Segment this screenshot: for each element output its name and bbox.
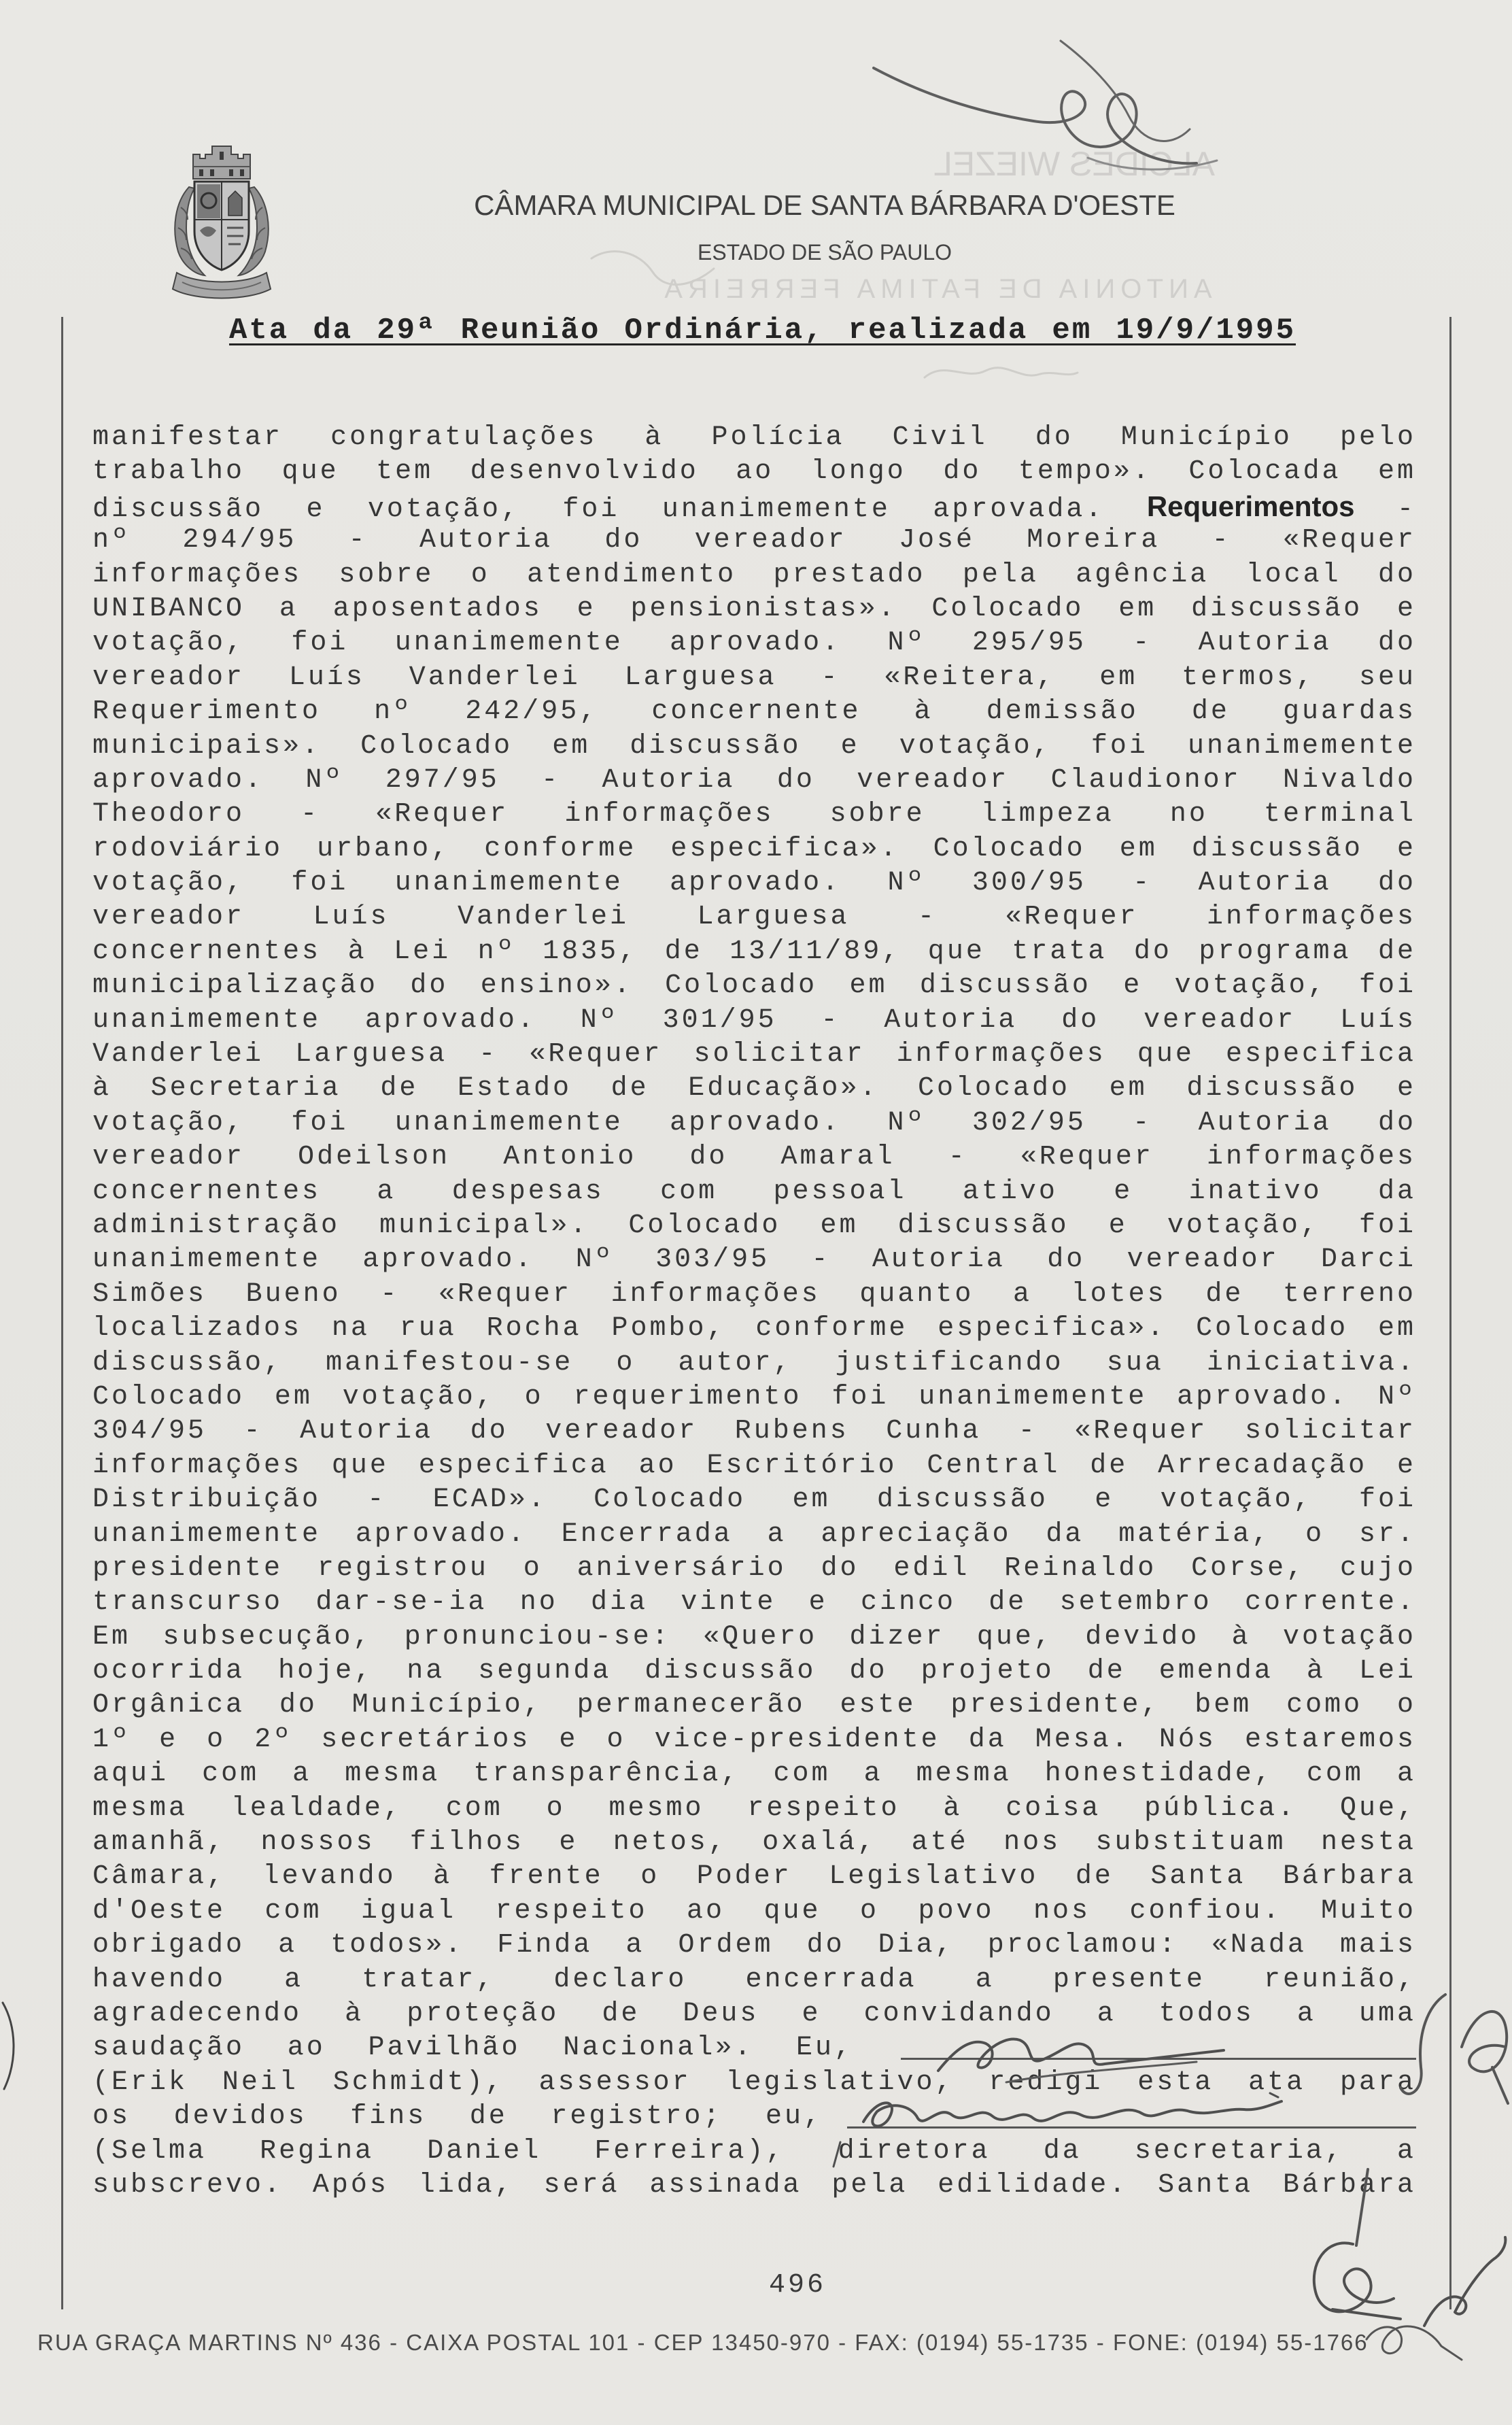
body-line [92, 2100, 1416, 2134]
signature-blank-line [901, 2031, 1416, 2060]
signature-blank-line [847, 2100, 1416, 2129]
signature-bottom-right [1424, 2237, 1505, 2326]
body-line: UNIBANCO a aposentados e pensionistas». Colocado em discussão e [92, 593, 1416, 624]
body-line [92, 2031, 1416, 2065]
state-name: ESTADO DE SÃO PAULO [697, 240, 952, 265]
scan-edge-mark [3, 2003, 14, 2089]
body-line: vereador Luís Vanderlei Larguesa - «Requer informações [92, 902, 1416, 933]
body-line: amanhã, nossos filhos e netos, oxalá, até nos substituam nesta [92, 1827, 1416, 1859]
body-line: havendo a tratar, declaro encerrada a presente reunião, [92, 1964, 1416, 1995]
body-line: (Selma Regina Daniel Ferreira), diretora da secretaria, a [92, 2135, 1416, 2167]
body-line: subscrevo. Após lida, será assinada pela edilidade. Santa Bárbara [92, 2169, 1416, 2201]
body-line: trabalho que tem desenvolvido ao longo do tempo». Colocada em [92, 456, 1416, 488]
body-line: 304/95 - Autoria do vereador Rubens Cunha - «Requer solicitar [92, 1416, 1416, 1447]
body-line: 1º e o 2º secretários e o vice-presidente da Mesa. Nós estaremos [92, 1724, 1416, 1755]
body-text: os devidos fins de registro; eu, [92, 2101, 823, 2133]
body-line: Em subsecução, pronunciou-se: «Quero dizer que, devido à votação [92, 1621, 1416, 1652]
signature-edge-right [1462, 2012, 1508, 2103]
body-line: votação, foi unanimemente aprovado. Nº 302/95 - Autoria do [92, 1107, 1416, 1138]
body-line: Theodoro - «Requer informações sobre limpeza no terminal [92, 799, 1416, 830]
municipal-coat-of-arms-icon [167, 139, 276, 303]
body-line: aprovado. Nº 297/95 - Autoria do vereador Claudionor Nivaldo [92, 764, 1416, 796]
bleed-through-stamp: ALCIDES WIEZEL [933, 145, 1215, 183]
signature-bottom-loop [1314, 2243, 1401, 2319]
requerimentos-heading: Requerimentos [1146, 490, 1355, 522]
body-line: obrigado a todos». Finda a Ordem do Dia, proclamou: «Nada mais [92, 1930, 1416, 1961]
body-line: vereador Odeilson Antonio do Amaral - «Requer informações [92, 1142, 1416, 1173]
body-line: concernentes à Lei nº 1835, de 13/11/89, que trata do programa de [92, 936, 1416, 967]
body-line: unanimemente aprovado. Nº 301/95 - Autoria do vereador Luís [92, 1004, 1416, 1036]
body-line: discussão, manifestou-se o autor, justificando sua iniciativa. [92, 1347, 1416, 1378]
institution-name: CÂMARA MUNICIPAL DE SANTA BÁRBARA D'OESTE [474, 189, 1175, 221]
bleed-through-scribble [925, 368, 1078, 377]
body-line: Orgânica do Município, permanecerão este presidente, bem como o [92, 1690, 1416, 1721]
body-line: municipalização do ensino». Colocado em discussão e votação, foi [92, 970, 1416, 1002]
body-line: (Erik Neil Schmidt), assessor legislativo, redigi esta ata para [92, 2067, 1416, 2098]
body-line: Vanderlei Larguesa - «Requer solicitar informações que especifica [92, 1039, 1416, 1070]
body-line: informações que especifica ao Escritório Central de Arrecadação e [92, 1450, 1416, 1481]
body-line: agradecendo à proteção de Deus e convidando a todos a uma [92, 1998, 1416, 2029]
signature-top-right-stroke [1061, 41, 1190, 141]
body-line: presidente registrou o aniversário do edil Reinaldo Corse, cujo [92, 1553, 1416, 1584]
body-line: votação, foi unanimemente aprovado. Nº 295/95 - Autoria do [92, 628, 1416, 659]
body-line [92, 490, 1416, 524]
footer-address: RUA GRAÇA MARTINS Nº 436 - CAIXA POSTAL 101 - CEP 13450-970 - FAX: (0194) 55-1735 - FONE: (0194) 55-1766 [37, 2330, 1369, 2355]
body-line: Simões Bueno - «Requer informações quanto a lotes de terreno [92, 1278, 1416, 1310]
body-line: Distribuição - ECAD». Colocado em discussão e votação, foi [92, 1485, 1416, 1516]
body-line: Colocado em votação, o requerimento foi unanimemente aprovado. Nº [92, 1381, 1416, 1412]
body-line: transcurso dar-se-ia no dia vinte e cinco de setembro corrente. [92, 1587, 1416, 1618]
page-number: 496 [768, 2270, 826, 2301]
right-margin-rule [1449, 317, 1451, 2309]
body-line: votação, foi unanimemente aprovado. Nº 300/95 - Autoria do [92, 868, 1416, 899]
signature-footer-loop [1367, 2326, 1462, 2360]
minutes-body [92, 421, 1416, 2203]
body-text: saudação ao Pavilhão Nacional». Eu, [92, 2033, 853, 2064]
body-line: mesma lealdade, com o mesmo respeito à coisa pública. Que, [92, 1793, 1416, 1824]
body-text: - [1354, 494, 1416, 524]
bleed-through-stamp: ANTONIA DE FATIMA FERREIRA [659, 274, 1212, 304]
body-line: Requerimento nº 242/95, concernente à demissão de guardas [92, 696, 1416, 728]
body-line: rodoviário urbano, conforme especifica». Colocado em discussão e [92, 833, 1416, 864]
body-line: Câmara, levando à frente o Poder Legislativo de Santa Bárbara [92, 1861, 1416, 1893]
body-line: administração municipal». Colocado em discussão e votação, foi [92, 1210, 1416, 1241]
body-line: municipais». Colocado em discussão e votação, foi unanimemente [92, 730, 1416, 762]
document-title: Ata da 29ª Reunião Ordinária, realizada em 19/9/1995 [229, 313, 1296, 347]
body-line: localizados na rua Rocha Pombo, conforme especifica». Colocado em [92, 1313, 1416, 1344]
body-line: nº 294/95 - Autoria do vereador José Moreira - «Requer [92, 525, 1416, 556]
body-line: unanimemente aprovado. Encerrada a apreciação da matéria, o sr. [92, 1519, 1416, 1550]
left-margin-rule [61, 317, 63, 2309]
body-line: concernentes a despesas com pessoal ativo e inativo da [92, 1176, 1416, 1207]
body-line: ocorrida hoje, na segunda discussão do projeto de emenda à Lei [92, 1656, 1416, 1687]
body-line: à Secretaria de Estado de Educação». Colocado em discussão e [92, 1073, 1416, 1104]
body-line: vereador Luís Vanderlei Larguesa - «Reitera, em termos, seu [92, 662, 1416, 693]
body-line: informações sobre o atendimento prestado pela agência local do [92, 559, 1416, 590]
body-text: discussão e votação, foi unanimemente aprovada. [92, 494, 1147, 524]
body-line: manifestar congratulações à Polícia Civil do Município pelo [92, 422, 1416, 453]
body-line: unanimemente aprovado. Nº 303/95 - Autoria do vereador Darci [92, 1244, 1416, 1276]
body-line: d'Oeste com igual respeito ao que o povo nos confiou. Muito [92, 1895, 1416, 1927]
body-line: aqui com a mesma transparência, com a mesma honestidade, com a [92, 1759, 1416, 1790]
